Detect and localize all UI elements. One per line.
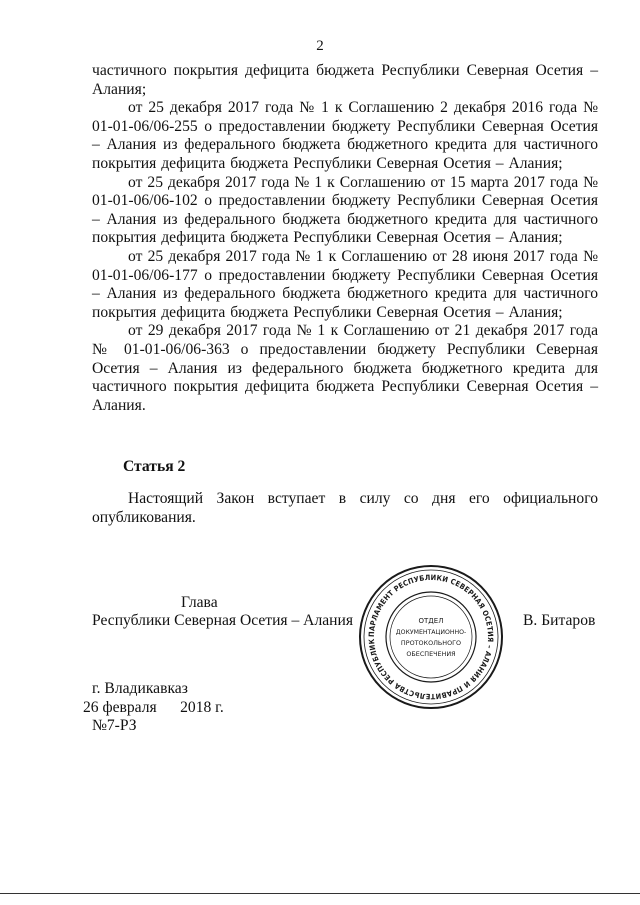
body-text [92,62,598,415]
seal-icon [357,563,505,711]
seal-line-2: ПРОТОКОЛЬНОГО [400,639,462,647]
paragraph-4: от 29 декабря 2017 года № 1 к Соглашению от 21 декабря 2017 года № 01-01-06/06-363 о предоставлении бюджету Республики Северная Осетия – Алания из федерального бюджета бюджетного кредита для частичного покрытия дефицита бюджета Республики Северная Осетия – Алания. [92,322,598,414]
official-seal-stamp [357,563,505,711]
article-heading: Статья 2 [123,458,186,475]
date-year: 2018 г. [180,699,224,716]
signing-date [83,699,224,717]
signature-title: Глава [181,594,218,611]
seal-line-1: ДОКУМЕНТАЦИОННО- [395,629,467,636]
signer-name: В. Битаров [523,612,596,629]
seal-line-0: ОТДЕЛ [418,617,444,625]
page-number: 2 [316,38,324,54]
article-text-block [92,490,598,527]
paragraph-3: от 25 декабря 2017 года № 1 к Соглашению от 28 июня 2017 года № 01-01-06/06-177 о предоставлении бюджету Республики Северная Осетия – Алания из федерального бюджета бюджетного кредита для частичного покрытия дефицита бюджета Республики Северная Осетия – Алания; [92,247,598,321]
seal-line-3: ОБЕСПЕЧЕНИЯ [406,650,456,658]
date-day-month: 26 февраля [83,699,157,716]
seal-outer-text: ПАРЛАМЕНТ РЕСПУБЛИКИ СЕВЕРНАЯ ОСЕТИЯ – АЛАНИЯ И ПРАВИТЕЛЬСТВА РЕСПУБЛИК [366,572,496,702]
footer-divider [0,893,640,894]
paragraph-0: частичного покрытия дефицита бюджета Республики Северная Осетия – Алания; [92,62,598,98]
paragraph-1: от 25 декабря 2017 года № 1 к Соглашению 2 декабря 2016 года № 01-01-06/06-255 о предоставлении бюджету Республики Северная Осетия – Алания из федерального бюджета бюджетного кредита для частичного покрытия дефицита бюджета Республики Северная Осетия – Алания; [92,99,598,172]
place-of-signing: г. Владикавказ [92,680,188,697]
signature-republic: Республики Северная Осетия – Алания [92,612,354,629]
article-text: Настоящий Закон вступает в силу со дня его официального опубликования. [92,490,598,526]
law-number: №7-РЗ [92,717,137,734]
paragraph-2: от 25 декабря 2017 года № 1 к Соглашению от 15 марта 2017 года № 01-01-06/06-102 о предоставлении бюджету Республики Северная Осетия – Алания из федерального бюджета бюджетного кредита для частичного покрытия дефицита бюджета Республики Северная Осетия – Алания; [92,173,598,247]
